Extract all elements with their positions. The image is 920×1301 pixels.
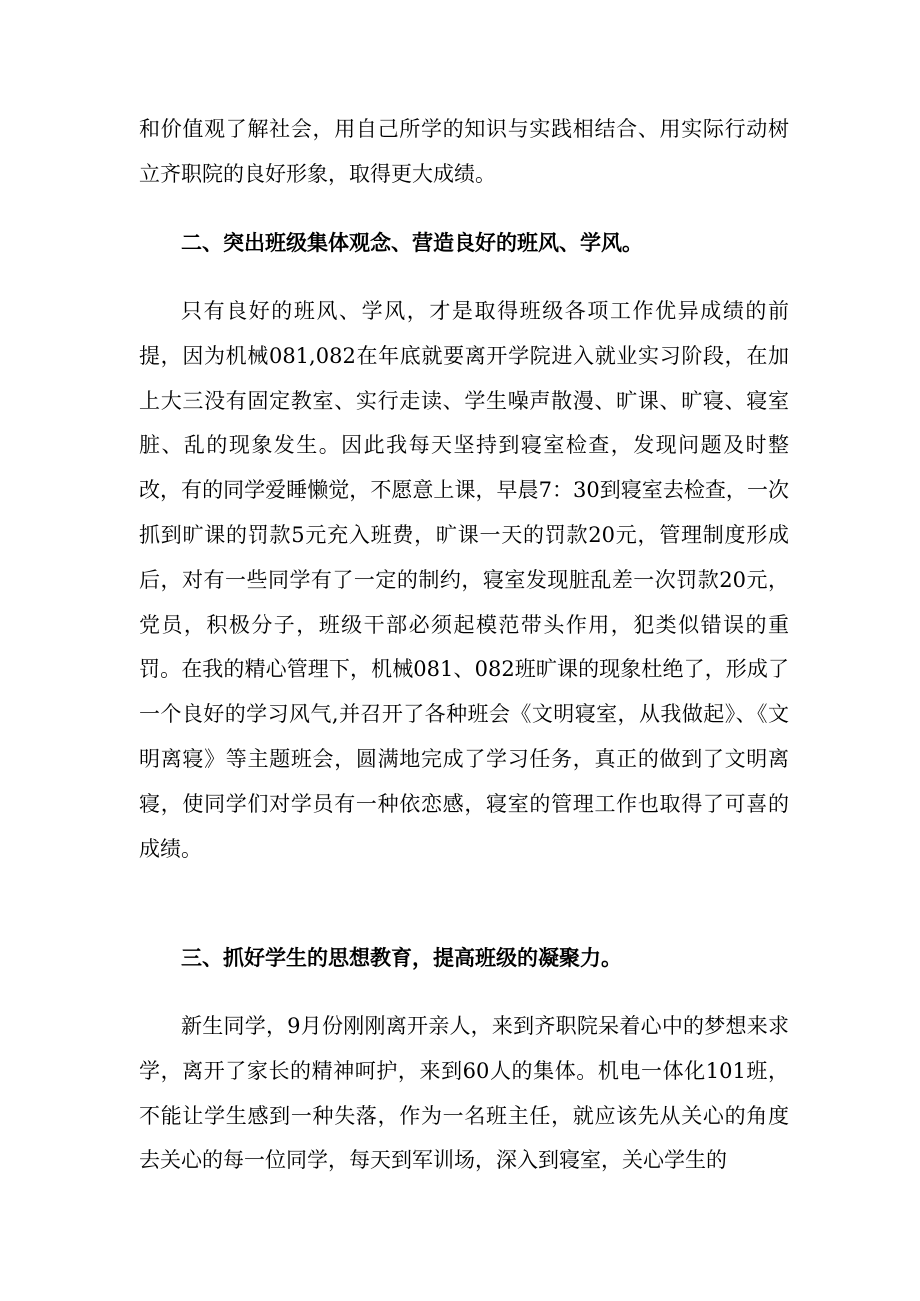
section-heading-2: 二、突出班级集体观念、营造良好的班风、学风。 — [181, 230, 643, 255]
paragraph-3: 新生同学，9月份刚刚离开亲人，来到齐职院呆着心中的梦想来求学，离开了家长的精神呵护，来到60人的集体。机电一体化101班，不能让学生感到一种失落，作为一名班主任，就应该先从关心的角度去关心的每一位同学，每天到军训场，深入到寝室，关心学生的 — [139, 1014, 789, 1173]
section-heading-3: 三、抓好学生的思想教育，提高班级的凝聚力。 — [181, 945, 622, 970]
paragraph-2: 只有良好的班风、学风，才是取得班级各项工作优异成绩的前提，因为机械081,082在年底就要离开学院进入就业实习阶段，在加上大三没有固定教室、实行走读、学生噪声散漫、旷课、旷寝、寝室脏、乱的现象发生。因此我每天坚持到寝室检查，发现问题及时整改，有的同学爱睡懒觉，不愿意上课，早晨7：30到寝室去检查，一次抓到旷课的罚款5元充入班费，旷课一天的罚款20元，管理制度形成后，对有一些同学有了一定的制约，寝室发现脏乱差一次罚款20元，党员，积极分子，班级干部必须起模范带头作用，犯类似错误的重罚。在我的精心管理下，机械081、082班旷课的现象杜绝了，形成了一个良好的学习风气,并召开了各种班会《文明寝室，从我做起》、《文明离寝》等主题班会，圆满地完成了学习任务，真正的做到了文明离寝，使同学们对学员有一种依恋感，寝室的管理工作也取得了可喜的成绩。 — [139, 299, 789, 861]
paragraph-1: 和价值观了解社会，用自己所学的知识与实践相结合、用实际行动树立齐职院的良好形象，取得更大成绩。 — [139, 117, 789, 186]
